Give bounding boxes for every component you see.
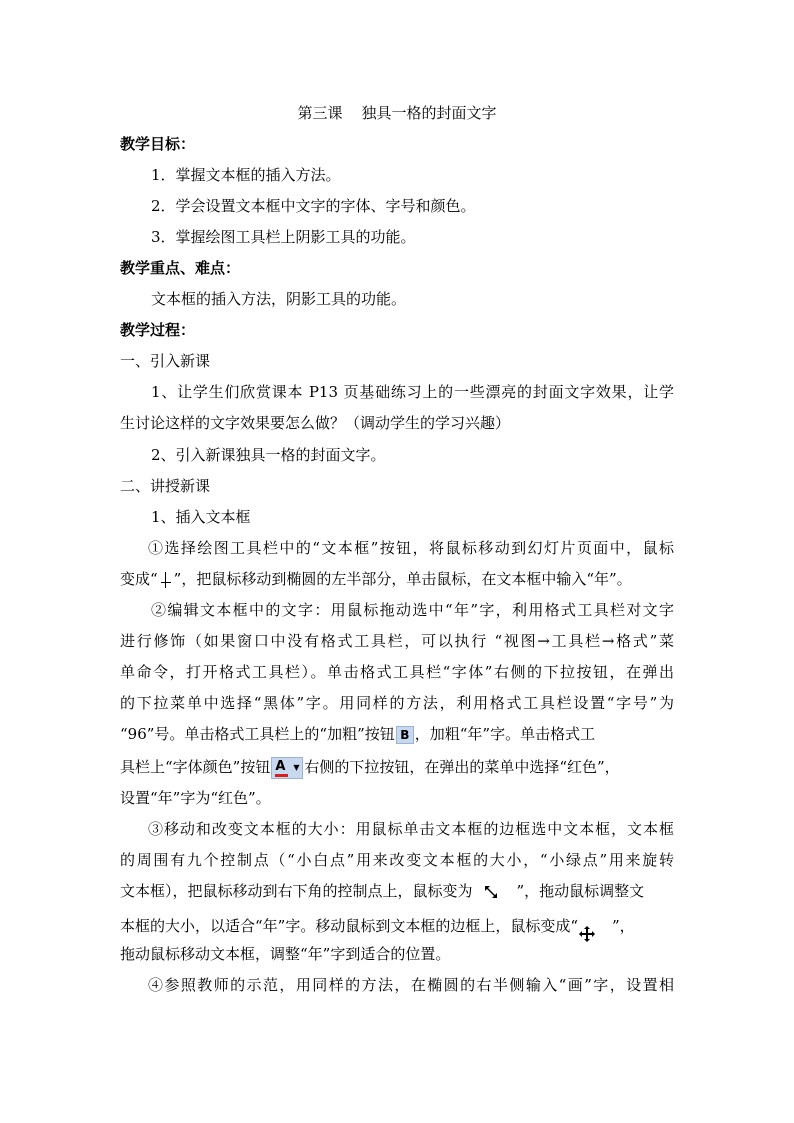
step2-line-5-post: ，加粗“年”字。单击格式工 — [414, 725, 596, 743]
section-intro-heading: 一、引入新课 — [120, 352, 211, 370]
font-color-button-icon: A ▼ — [271, 757, 303, 779]
process-heading: 教学过程： — [120, 321, 196, 339]
step1-line-1: ①选择绘图工具栏中的“文本框”按钮，将鼠标移动到幻灯片页面中，鼠标 — [148, 539, 674, 557]
step3-line-5: 拖动鼠标移动文本框，调整“年”字到适合的位置。 — [120, 945, 451, 963]
step3-line-3-post: ”，拖动鼠标调整文 — [516, 882, 645, 900]
intro-paragraph-1-line-2: 生讨论这样的文字效果要怎么做？（调动学生的学习兴趣） — [120, 414, 511, 432]
step1-line-2-post: ”，把鼠标移动到椭圆的左半部分，单击鼠标，在文本框中输入“年”。 — [173, 570, 632, 588]
step2-line-7: 设置“年”字为“红色”。 — [120, 789, 271, 807]
step1-line-2-pre: 变成“ — [120, 570, 158, 588]
section-teach-heading: 二、讲授新课 — [120, 477, 211, 495]
goal-item-2: 2．学会设置文本框中文字的字体、字号和颜色。 — [151, 197, 476, 215]
goal-heading: 教学目标： — [120, 135, 196, 153]
step2-line-3: 单命令，打开格式工具栏）。单击格式工具栏“字体”右侧的下拉按钮，在弹出 — [120, 663, 674, 681]
crosshair-cursor-icon — [160, 571, 172, 589]
step2-line-6 — [120, 756, 620, 779]
step3-line-4-post: ”， — [612, 917, 635, 935]
step3-line-4 — [120, 911, 635, 943]
step4-line-1: ④参照教师的示范，用同样的方法，在椭圆的右半侧输入“画”字，设置相 — [148, 976, 674, 994]
step3-line-3-pre: 文本框），把鼠标移动到右下角的控制点上，鼠标变为 — [120, 882, 473, 900]
key-text: 文本框的插入方法，阴影工具的功能。 — [151, 290, 407, 308]
intro-paragraph-1-line-1: 1、让学生们欣赏课本 P13 页基础练习上的一些漂亮的封面文字效果，让学 — [151, 383, 674, 401]
step2-line-5-pre: “96”号。单击格式工具栏上的“加粗”按钮 — [120, 725, 395, 743]
step3-line-1: ③移动和改变文本框的大小：用鼠标单击文本框的边框选中文本框，文本框 — [148, 820, 674, 838]
step2-line-1: ②编辑文本框中的文字：用鼠标拖动选中“年”字，利用格式工具栏对文字 — [151, 601, 674, 619]
bold-button-icon: B — [396, 726, 414, 744]
diagonal-resize-cursor-icon — [483, 884, 499, 900]
step3-line-2: 的周围有九个控制点（“小白点”用来改变文本框的大小，“小绿点”用来旋转 — [120, 851, 674, 869]
step2-line-6-pre: 具栏上“字体颜色”按钮 — [120, 758, 271, 776]
step2-line-6-post: 右侧的下拉按钮，在弹出的菜单中选择“红色”， — [304, 758, 620, 776]
goal-item-1: 1．掌握文本框的插入方法。 — [151, 166, 341, 184]
key-heading: 教学重点、难点： — [120, 259, 241, 277]
goal-item-3: 3．掌握绘图工具栏上阴影工具的功能。 — [151, 228, 416, 246]
step1-line-2 — [120, 568, 632, 590]
lesson-title: 第三课 独具一格的封面文字 — [297, 104, 497, 122]
step2-line-5 — [120, 723, 595, 745]
subsection-insert-textbox: 1、插入文本框 — [151, 508, 251, 526]
step3-line-4-pre: 本框的大小，以适合“年”字。移动鼠标到文本框的边框上，鼠标变成“ — [120, 917, 579, 935]
step2-line-2: 进行修饰（如果窗口中没有格式工具栏，可以执行 “视图→工具栏→格式”菜 — [120, 632, 674, 650]
step2-line-4: 的下拉菜单中选择“黑体”字。用同样的方法，利用格式工具栏设置“字号”为 — [120, 694, 674, 712]
move-cursor-icon — [578, 925, 596, 943]
step3-line-3 — [120, 880, 644, 902]
intro-paragraph-2: 2、引入新课独具一格的封面文字。 — [151, 446, 386, 464]
